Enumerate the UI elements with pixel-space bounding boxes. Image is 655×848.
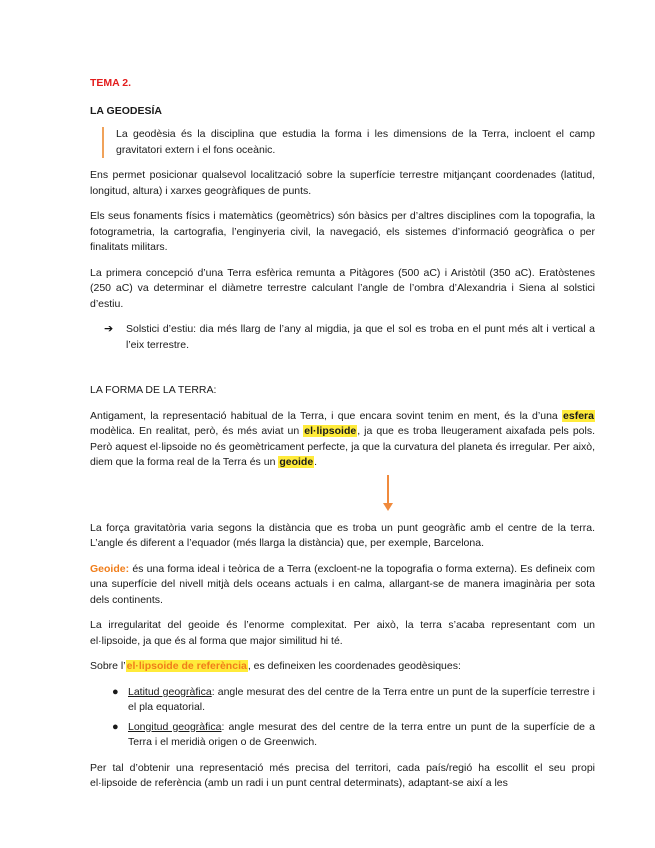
- coordinates-list: [90, 685, 595, 751]
- geoid-definition-text: és una forma ideal i teòrica de a Terra (excloent-ne la topografia o forma externa). Es defineix com una superfície del nivell mitjà dels oceans actuals i en calma, allargant-se de manera imaginària per sota dels continents.: [90, 562, 595, 606]
- list-item: [90, 685, 595, 716]
- down-arrow-icon: [90, 475, 595, 515]
- solstice-note: [104, 322, 595, 353]
- paragraph-reference-ellipsoid: [90, 659, 595, 675]
- latitude-text: : angle mesurat des del centre de la Terra entre un punt de la superfície terrestre i el pla equatorial.: [128, 685, 595, 713]
- shape-text-c: , ja que es troba lleugerament aixafada pels pols. Però aquest el·lipsoide no és geomètricament perfecte, ja que la curvatura del planeta és irregular. Per això, diem que la forma real de la Terra és un: [90, 425, 595, 468]
- reference-text-b: , es defineixen les coordenades geodèsiques:: [247, 660, 461, 672]
- paragraph-geoid-definition: [90, 562, 595, 609]
- paragraph-irregularity: La irregularitat del geoide és l’enorme complexitat. Per això, la terra s’acaba representant com un el·lipsoide, ja que és al forma que major similitud hi té.: [90, 619, 595, 647]
- shape-text-b: modèlica. En realitat, però, és més aviat un: [90, 425, 304, 437]
- paragraph-foundations: Els seus fonaments físics i matemàtics (geomètrics) són bàsics per d’altres disciplines com la topografia, la fotogrametria, la cartografia, l’enginyeria civil, la navegació, els sistemes d’informació geogràfica o per finalitats militars.: [90, 210, 595, 253]
- reference-text-a: Sobre l’: [90, 660, 126, 672]
- right-arrow-icon: ➔: [104, 323, 114, 335]
- paragraph-positioning: Ens permet posicionar qualsevol localització sobre la superfície terrestre mitjançant coordenades (latitud, longitud, altura) i xarxes geogràfiques de punts.: [90, 169, 595, 197]
- term-ellipsoide: el·lipsoide: [304, 425, 357, 437]
- page-title: LA GEODESÍA: [90, 104, 162, 117]
- topic-label: TEMA 2.: [90, 77, 132, 89]
- definition-quote: La geodèsia és la disciplina que estudia la forma i les dimensions de la Terra, incloent el camp gravitatori extern i el fons oceànic.: [102, 127, 595, 158]
- longitude-text: : angle mesurat des del centre de la terra entre un punt de la superfície de a Terra i el meridià origen o de Greenwich.: [128, 720, 595, 748]
- shape-text-d: .: [314, 456, 318, 468]
- shape-text-a: Antigament, la representació habitual de la Terra, i que encara sovint tenim en ment, és la d’una: [90, 409, 563, 422]
- paragraph-shape: [90, 409, 595, 471]
- term-reference-ellipsoid: el·lipsoide de referència: [126, 660, 247, 672]
- term-latitude: Latitud geogràfica: [128, 685, 212, 698]
- term-longitude: Longitud geogràfica: [128, 720, 222, 733]
- term-geoide-definition: Geoide:: [90, 562, 130, 575]
- bullet-icon: ●: [112, 685, 119, 698]
- term-geoide: geoide: [279, 456, 314, 468]
- paragraph-representation: Per tal d’obtenir una representació més precisa del territori, cada país/regió ha escollit el seu propi el·lipsoide de referència (amb un radi i un punt central determinats), adaptant-se així a les: [90, 761, 595, 789]
- solstice-note-text: Solstici d’estiu: dia més llarg de l’any al migdia, ja que el sol es troba en el punt més alt i vertical a l’eix terrestre.: [126, 323, 595, 351]
- paragraph-gravity: La força gravitatòria varia segons la distància que es troba un punt geogràfic amb el centre de la terra. L’angle és diferent a l’equador (més llarga la distància) que, per exemple, Barcelona.: [90, 521, 595, 549]
- list-item: [90, 720, 595, 751]
- paragraph-history: La primera concepció d’una Terra esfèrica remunta a Pitàgores (500 aC) i Aristòtil (350 aC). Eratòstenes (250 aC) va determinar el diàmetre terrestre calculant l’angle de l’ombra d’Alexandria i Siena al solstici d’estiu.: [90, 266, 595, 310]
- term-esfera: esfera: [563, 409, 594, 422]
- bullet-icon: ●: [112, 720, 119, 733]
- section-heading-form: LA FORMA DE LA TERRA:: [90, 384, 217, 396]
